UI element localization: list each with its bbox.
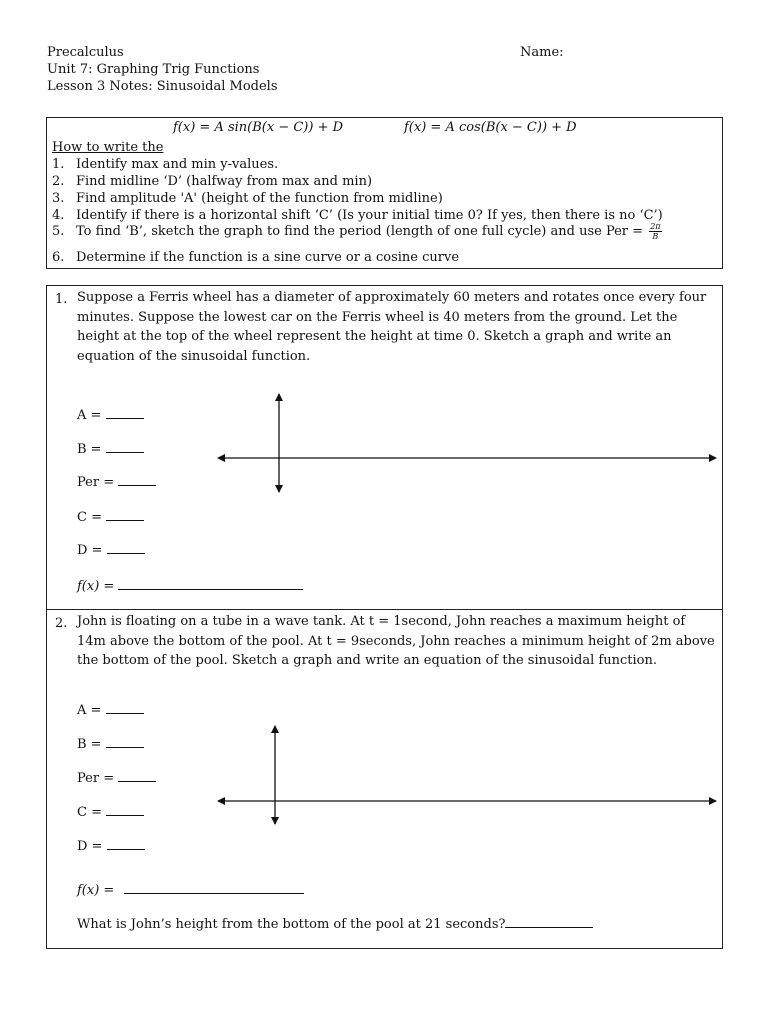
course-title: Precalculus <box>47 45 124 60</box>
answer-A-2: A = <box>77 701 144 718</box>
answer-C-1: C = <box>77 508 144 525</box>
blank-Per-1[interactable] <box>118 473 156 486</box>
graph-axes-2[interactable] <box>213 723 723 829</box>
problem-1-box <box>46 285 723 610</box>
lesson-title: Lesson 3 Notes: Sinusoidal Models <box>47 79 278 94</box>
answer-D-1: D = <box>77 541 145 558</box>
name-label: Name: <box>520 45 564 60</box>
step-5: 5. To find ‘B’, sketch the graph to find the period (length of one full cycle) and use Per = $\frac{2\pi}{B}$ <box>52 222 661 241</box>
period-fraction: $\frac{2\pi}{B}$ <box>650 222 661 241</box>
answer-Per-1: Per = <box>77 473 156 490</box>
problem-1-text: Suppose a Ferris wheel has a diameter of approximately 60 meters and rotates once every four minutes. Suppose the lowest car on the Ferris wheel is 40 meters from the ground. Let the height at the top of the wheel represent the height at time 0. Sketch a graph and write an equation of the sinusoidal function. <box>77 290 707 364</box>
answer-C-2: C = <box>77 803 144 820</box>
step-2: 2. Find midline ‘D’ (halfway from max and min) <box>52 174 373 189</box>
blank-A-2[interactable] <box>106 701 144 714</box>
answer-D-2: D = <box>77 837 145 854</box>
step-1: 1. Identify max and min y-values. <box>52 157 279 172</box>
problem-2-number: 2. <box>55 616 68 631</box>
blank-f-1[interactable] <box>118 577 303 590</box>
blank-B-1[interactable] <box>106 440 144 453</box>
answer-A-1: A = <box>77 406 144 423</box>
answer-f-2: f(x) = <box>77 881 304 898</box>
blank-B-2[interactable] <box>106 735 144 748</box>
graph-axes-1[interactable] <box>213 391 723 497</box>
blank-D-1[interactable] <box>107 541 145 554</box>
blank-D-2[interactable] <box>107 837 145 850</box>
answer-B-2: B = <box>77 735 144 752</box>
answer-f-1: f(x) = <box>77 577 303 594</box>
howto-box <box>46 117 723 269</box>
unit-title: Unit 7: Graphing Trig Functions <box>47 62 260 77</box>
formula-sine: f(x) = A sin(B(x − C)) + D <box>173 120 344 135</box>
blank-f-2[interactable] <box>124 881 304 894</box>
step-4: 4. Identify if there is a horizontal shift ‘C’ (Is your initial time 0? If yes, then there is no ‘C’) <box>52 208 663 223</box>
blank-question-2b[interactable] <box>505 915 593 928</box>
step-3: 3. Find amplitude 'A' (height of the function from midline) <box>52 191 443 206</box>
howto-title: How to write the <box>52 140 164 155</box>
problem-2-text: John is floating on a tube in a wave tank. At t = 1second, John reaches a maximum height of 14m above the bottom of the pool. At t = 9seconds, John reaches a minimum height of 2m above the bottom of the pool. Sketch a graph and write an equation of the sinusoidal function. <box>77 614 715 668</box>
formula-cosine: f(x) = A cos(B(x − C)) + D <box>404 120 577 135</box>
blank-C-1[interactable] <box>106 508 144 521</box>
blank-Per-2[interactable] <box>118 769 156 782</box>
answer-Per-2: Per = <box>77 769 156 786</box>
blank-A-1[interactable] <box>106 406 144 419</box>
question-2b: What is John’s height from the bottom of the pool at 21 seconds? <box>77 915 593 932</box>
step-6: 6. Determine if the function is a sine curve or a cosine curve <box>52 250 460 265</box>
blank-C-2[interactable] <box>106 803 144 816</box>
problem-2-box <box>46 609 723 949</box>
problem-1-number: 1. <box>55 292 68 307</box>
answer-B-1: B = <box>77 440 144 457</box>
